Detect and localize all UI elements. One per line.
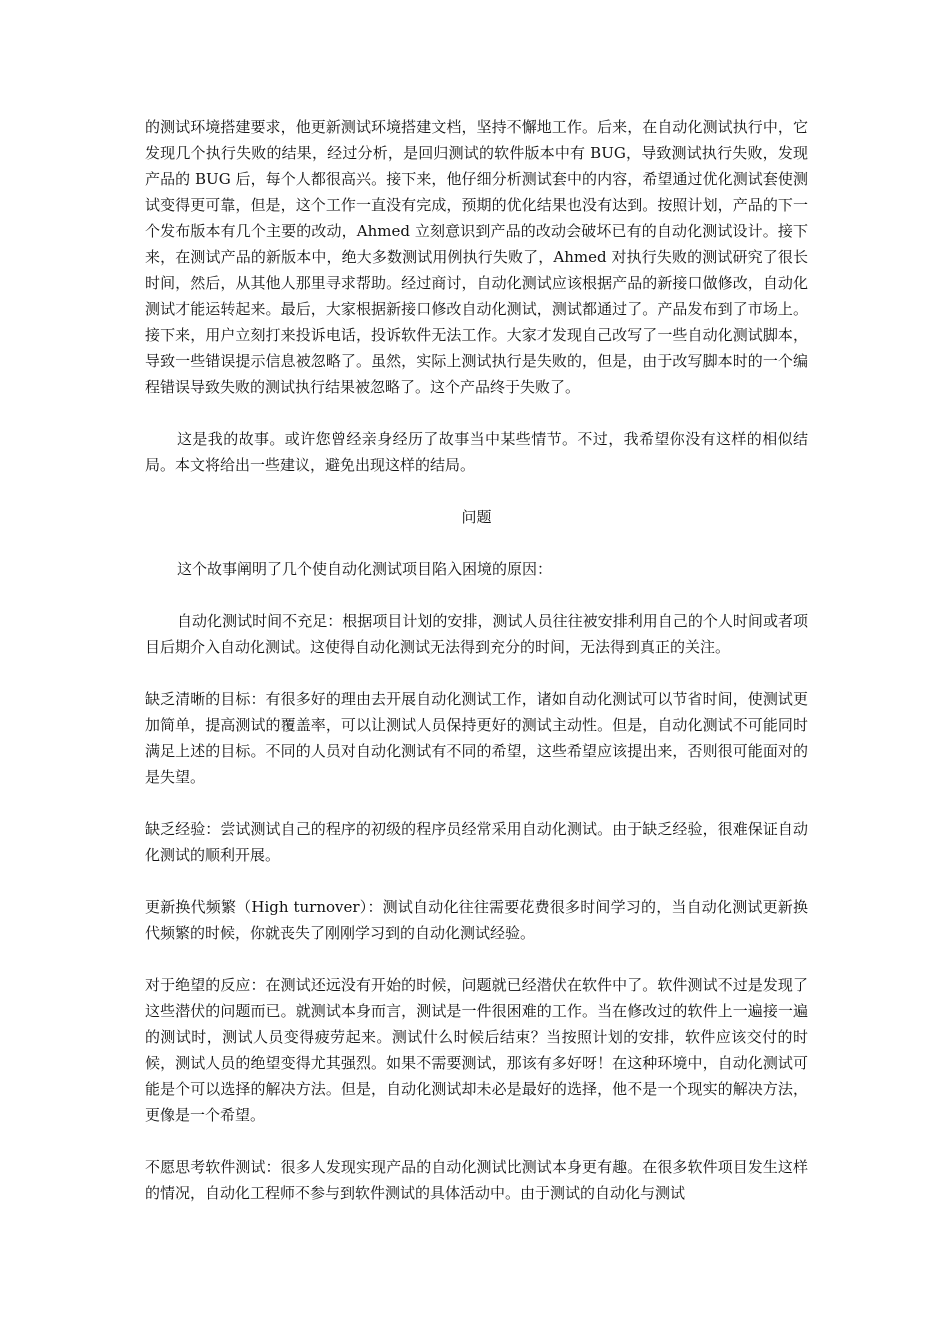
problem-item-experience: 缺乏经验：尝试测试自己的程序的初级的程序员经常采用自动化测试。由于缺乏经验，很难保证自动化测试的顺利开展。 xyxy=(145,820,808,864)
story-paragraph: 的测试环境搭建要求，他更新测试环境搭建文档，坚持不懈地工作。后来，在自动化测试执行中，它发现几个执行失败的结果，经过分析，是回归测试的软件版本中有 BUG，导致测试执行失败，发现产品的 BUG 后，每个人都很高兴。接下来，他仔细分析测试套中的内容，希望通过优化测试套使测试变得更可靠，但是，这个工作一直没有完成，预期的优化结果也没有达到。按照计划，产品的下一个发布版本有几个主要的改动，Ahmed 立刻意识到产品的改动会破坏已有的自动化测试设计。接下来，在测试产品的新版本中，绝大多数测试用例执行失败了，Ahmed 对执行失败的测试研究了很长时间，然后，从其他人那里寻求帮助。经过商讨，自动化测试应该根据产品的新接口做修改，自动化测试才能运转起来。最后，大家根据新接口修改自动化测试，测试都通过了。产品发布到了市场上。接下来，用户立刻打来投诉电话，投诉软件无法工作。大家才发现自己改写了一些自动化测试脚本，导致一些错误提示信息被忽略了。虽然，实际上测试执行是失败的，但是，由于改写脚本时的一个编程错误导致失败的测试执行结果被忽略了。这个产品终于失败了。 xyxy=(145,118,808,396)
document-page xyxy=(145,114,808,1206)
problem-item-goals: 缺乏清晰的目标：有很多好的理由去开展自动化测试工作，诸如自动化测试可以节省时间，使测试更加简单，提高测试的覆盖率，可以让测试人员保持更好的测试主动性。但是，自动化测试不可能同时满足上述的目标。不同的人员对自动化测试有不同的希望，这些希望应该提出来，否则很可能面对的是失望。 xyxy=(145,690,808,786)
problem-item-turnover: 更新换代频繁（High turnover）：测试自动化往往需要花费很多时间学习的，当自动化测试更新换代频繁的时候，你就丧失了刚刚学习到的自动化测试经验。 xyxy=(145,898,808,942)
intro-paragraph: 这个故事阐明了几个使自动化测试项目陷入困境的原因： xyxy=(177,560,553,578)
story-conclusion-paragraph: 这是我的故事。或许您曾经亲身经历了故事当中某些情节。不过，我希望你没有这样的相似结局。本文将给出一些建议，避免出现这样的结局。 xyxy=(145,430,808,474)
problem-item-time: 自动化测试时间不充足：根据项目计划的安排，测试人员往往被安排利用自己的个人时间或者项目后期介入自动化测试。这使得自动化测试无法得到充分的时间，无法得到真正的关注。 xyxy=(145,612,808,656)
problem-item-reluctance: 不愿思考软件测试：很多人发现实现产品的自动化测试比测试本身更有趣。在很多软件项目发生这样的情况，自动化工程师不参与到软件测试的具体活动中。由于测试的自动化与测试 xyxy=(145,1158,808,1202)
section-heading: 问题 xyxy=(461,508,492,526)
problem-item-despair: 对于绝望的反应：在测试还远没有开始的时候，问题就已经潜伏在软件中了。软件测试不过是发现了这些潜伏的问题而已。就测试本身而言，测试是一件很困难的工作。当在修改过的软件上一遍接一遍的测试时，测试人员变得疲劳起来。测试什么时候后结束？当按照计划的安排，软件应该交付的时候，测试人员的绝望变得尤其强烈。如果不需要测试，那该有多好呀！在这种环境中，自动化测试可能是个可以选择的解决方法。但是，自动化测试却未必是最好的选择，他不是一个现实的解决方法，更像是一个希望。 xyxy=(145,976,808,1124)
